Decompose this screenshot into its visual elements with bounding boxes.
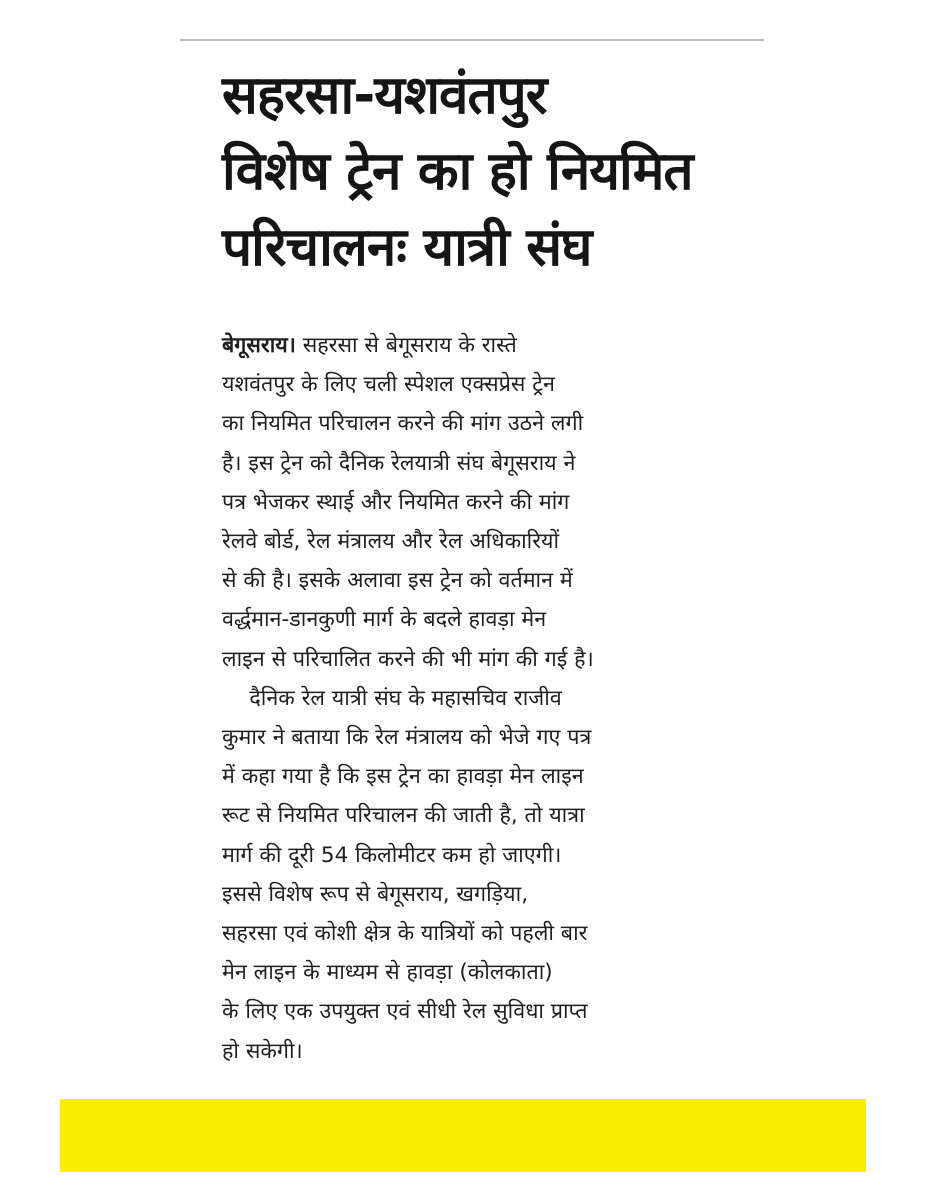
body-line-4: है। इस ट्रेन को दैनिक रेलयात्री संघ बेगूसराय ने [222, 450, 576, 476]
body-line-9: लाइन से परिचालित करने की भी मांग की गई है। [222, 646, 594, 672]
body-line-11: कुमार ने बताया कि रेल मंत्रालय को भेजे गए पत्र [222, 725, 592, 751]
body-line-2: यशवंतपुर के लिए चली स्पेशल एक्सप्रेस ट्रेन [222, 372, 555, 398]
body-line-5: पत्र भेजकर स्थाई और नियमित करने की मांग [222, 489, 570, 515]
headline-line-2: विशेष ट्रेन का हो नियमित [222, 141, 693, 202]
body-line-6: रेलवे बोर्ड, रेल मंत्रालय और रेल अधिकारियों [222, 529, 560, 555]
body-line-3: का नियमित परिचालन करने की मांग उठने लगी [222, 411, 584, 437]
body-line-17: मेन लाइन के माध्यम से हावड़ा (कोलकाता) [222, 960, 553, 986]
article-body [222, 326, 722, 1071]
top-divider-rule [180, 39, 764, 41]
headline-line-3: परिचालनः यात्री संघ [222, 217, 592, 278]
body-line-15: इससे विशेष रूप से बेगूसराय, खगड़िया, [222, 881, 529, 907]
newspaper-clipping [222, 58, 722, 1064]
body-line-18: के लिए एक उपयुक्त एवं सीधी रेल सुविधा प्राप्त [222, 999, 588, 1025]
body-line-19: हो सकेगी। [222, 1038, 303, 1064]
article-headline [222, 58, 722, 286]
body-line-14: मार्ग की दूरी 54 किलोमीटर कम हो जाएगी। [222, 842, 562, 868]
body-line-8: वर्द्धमान-डानकुणी मार्ग के बदले हावड़ा मेन [222, 607, 547, 633]
body-line-13: रूट से नियमित परिचालन की जाती है, तो यात्रा [222, 803, 585, 829]
body-line-7: से की है। इसके अलावा इस ट्रेन को वर्तमान में [222, 568, 573, 594]
dateline: बेगूसराय। [222, 333, 296, 358]
body-line-1 [222, 326, 722, 365]
headline-line-1: सहरसा-यशवंतपुर [222, 65, 547, 126]
body-line-16: सहरसा एवं कोशी क्षेत्र के यात्रियों को पहली बार [222, 921, 588, 947]
body-line-10: दैनिक रेल यात्री संघ के महासचिव राजीव [222, 685, 562, 711]
yellow-highlight-band [60, 1099, 866, 1172]
body-line-12: में कहा गया है कि इस ट्रेन का हावड़ा मेन लाइन [222, 764, 584, 790]
body-line-1-text: सहरसा से बेगूसराय के रास्ते [295, 333, 517, 358]
